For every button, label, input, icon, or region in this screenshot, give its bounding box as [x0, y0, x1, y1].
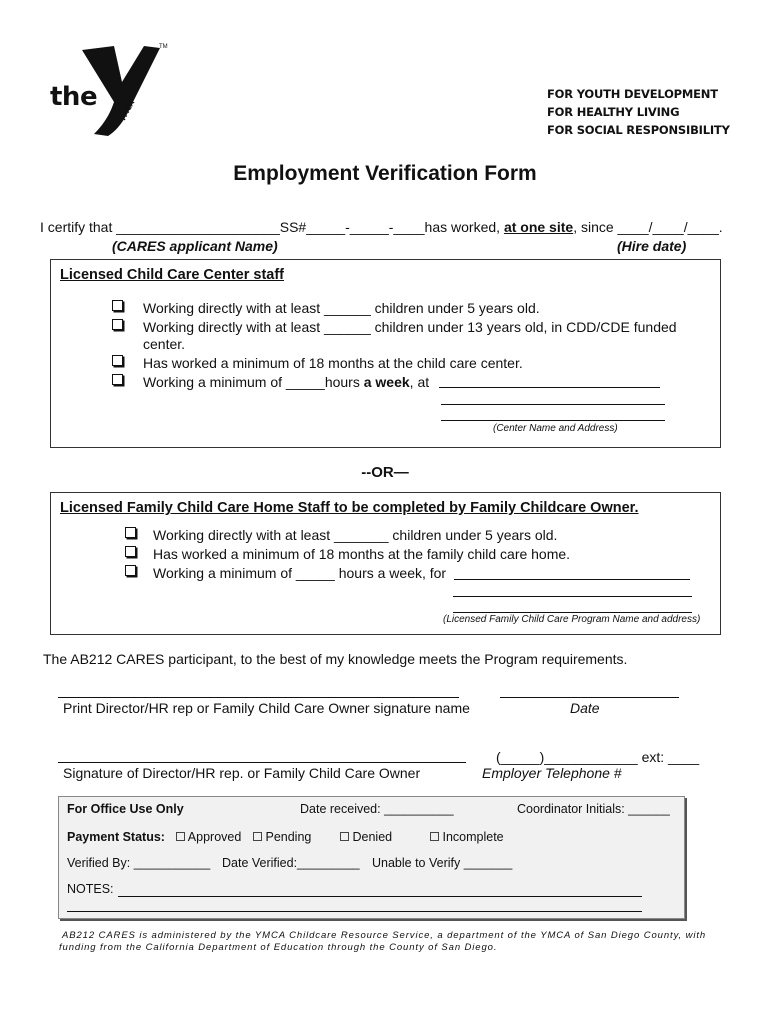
home-item-under5: Working directly with at least _______ children under 5 years old.: [153, 527, 558, 543]
unable-to-verify-field[interactable]: Unable to Verify _______: [372, 856, 513, 870]
home-program-caption: (Licensed Family Child Care Program Name and address): [443, 614, 701, 625]
center-item-under13-cont: center.: [143, 336, 186, 352]
tagline-2: FOR HEALTHY LIVING: [547, 105, 680, 119]
status-approved-label: Approved: [187, 830, 242, 844]
ymca-y-logo: [80, 42, 164, 138]
logo-word-the: the: [50, 82, 98, 112]
center-staff-heading: Licensed Child Care Center staff: [60, 267, 284, 283]
certify-emphasis: at one site: [503, 219, 574, 235]
certify-prefix: I certify that: [40, 219, 117, 235]
center-item-hours-tail: , at: [409, 374, 430, 390]
coordinator-initials-field[interactable]: Coordinator Initials: ______: [517, 802, 670, 816]
tagline-3: FOR SOCIAL RESPONSIBILITY: [547, 123, 730, 137]
certify-mid[interactable]: _____________________SS#_____-_____-____has worked,: [116, 219, 504, 235]
notes-line-2[interactable]: [67, 911, 642, 912]
checkbox-home-under5[interactable]: [125, 527, 136, 538]
center-item-18months: Has worked a minimum of 18 months at the child care center.: [143, 355, 523, 371]
telephone-label: Employer Telephone #: [482, 765, 622, 781]
approved-checkbox[interactable]: [176, 832, 185, 841]
checkbox-18months[interactable]: [112, 355, 123, 366]
center-item-hours-bold: a week: [363, 374, 410, 390]
center-address-line-1[interactable]: [439, 387, 660, 388]
checkbox-home-18months[interactable]: [125, 546, 136, 557]
center-address-caption: (Center Name and Address): [493, 423, 618, 434]
status-pending[interactable]: [253, 830, 311, 844]
signature-label: Signature of Director/HR rep. or Family Child Care Owner: [63, 765, 421, 781]
denied-checkbox[interactable]: [340, 832, 349, 841]
print-name-line[interactable]: [58, 697, 459, 698]
or-divider: --OR—: [361, 464, 409, 481]
payment-status-label: Payment Status:: [67, 830, 165, 844]
home-program-line-1[interactable]: [454, 579, 690, 580]
status-pending-label: Pending: [265, 830, 312, 844]
print-name-label: Print Director/HR rep or Family Child Care Owner signature name: [63, 700, 470, 716]
office-use-title: For Office Use Only: [67, 802, 184, 816]
checkbox-under5[interactable]: [112, 300, 123, 311]
footer-line-1: AB212 CARES is administered by the YMCA Childcare Resource Service, a department of the YMCA of San Diego County, with: [62, 930, 707, 941]
status-approved[interactable]: [176, 830, 241, 844]
home-program-line-3[interactable]: [453, 612, 692, 613]
page-title: Employment Verification Form: [233, 162, 537, 185]
status-incomplete-label: Incomplete: [442, 830, 504, 844]
status-denied-label: Denied: [352, 830, 393, 844]
date-label: Date: [570, 700, 600, 716]
pending-checkbox[interactable]: [253, 832, 262, 841]
center-item-hours: [143, 374, 429, 390]
footer-line-2: funding from the California Department of Education through the County of San Diego.: [59, 942, 498, 953]
verified-by-field[interactable]: Verified By: ___________: [67, 856, 211, 870]
status-incomplete[interactable]: [430, 830, 504, 844]
center-item-under5: Working directly with at least ______ children under 5 years old.: [143, 300, 540, 316]
logo-side-text: YMCA: [118, 99, 137, 123]
status-denied[interactable]: [340, 830, 392, 844]
program-statement: The AB212 CARES participant, to the best of my knowledge meets the Program requirements.: [43, 651, 628, 667]
center-address-line-3[interactable]: [441, 420, 665, 421]
checkbox-home-hours[interactable]: [125, 565, 136, 576]
certify-suffix[interactable]: , since ____/____/____.: [573, 219, 723, 235]
center-item-under13: Working directly with at least ______ children under 13 years old, in CDD/CDE funded: [143, 319, 677, 335]
home-program-line-2[interactable]: [453, 596, 692, 597]
trademark-mark: TM: [159, 44, 168, 50]
date-line[interactable]: [500, 697, 679, 698]
incomplete-checkbox[interactable]: [430, 832, 439, 841]
date-verified-field[interactable]: Date Verified:_________: [222, 856, 360, 870]
checkbox-under13[interactable]: [112, 319, 123, 330]
home-item-18months: Has worked a minimum of 18 months at the family child care home.: [153, 546, 571, 562]
checkbox-hours[interactable]: [112, 374, 123, 385]
family-home-heading: Licensed Family Child Care Home Staff to be completed by Family Childcare Owner.: [60, 500, 639, 516]
center-item-hours-text: Working a minimum of _____hours: [143, 374, 364, 390]
home-item-hours: Working a minimum of _____ hours a week, for: [153, 565, 447, 581]
signature-line[interactable]: [58, 762, 466, 763]
notes-line-1[interactable]: [118, 896, 642, 897]
certify-line: [40, 219, 723, 235]
center-address-line-2[interactable]: [441, 404, 665, 405]
phone-field[interactable]: (_____)____________ ext: ____: [496, 749, 700, 765]
hire-date-label: (Hire date): [617, 238, 687, 254]
applicant-name-label: (CARES applicant Name): [112, 238, 278, 254]
date-received-field[interactable]: Date received: __________: [300, 802, 454, 816]
tagline-1: FOR YOUTH DEVELOPMENT: [547, 87, 718, 101]
notes-label: NOTES:: [67, 882, 114, 896]
